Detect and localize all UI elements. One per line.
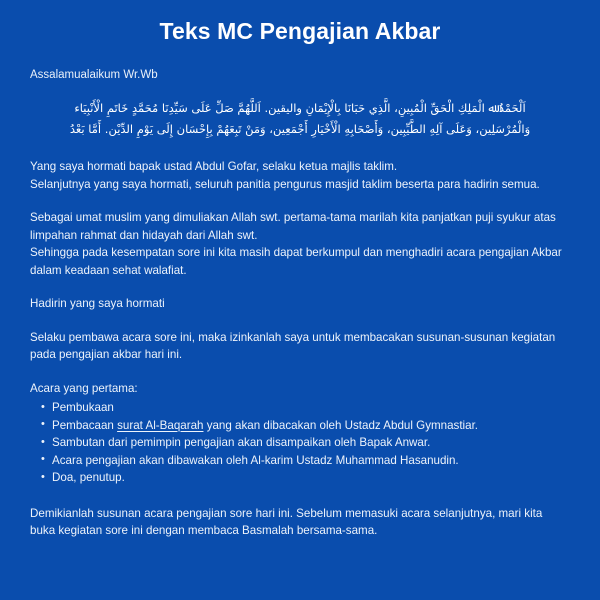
spacer <box>30 193 570 209</box>
list-item <box>30 399 570 417</box>
spacer <box>30 313 570 329</box>
list-item <box>30 452 570 470</box>
arabic-invocation <box>30 98 570 140</box>
list-item <box>30 434 570 452</box>
list-item-text: Pembukaan <box>52 401 114 414</box>
arabic-line-1: اَلْحَمْدُ ﷲ الْمَلِكِ الْحَقِّ الْمُبِينِ، الَّذِي حَبَانَا بِالْإِيْمَانِ واليقين. اَللَّهُمَّ صَلِّ عَلَى سَيِّدِنَا مُحَمَّدٍ خَاتَمِ الْأَنْبِيَاء <box>74 101 526 115</box>
mc-introduction: Selaku pembawa acara sore ini, maka izinkanlah saya untuk membacakan susunan-susunan kegiatan pada pengajian akbar hari ini. <box>30 330 556 361</box>
spacer <box>30 364 570 380</box>
spacer <box>30 279 570 295</box>
arabic-line-2: وَالْمُرْسَلِين، وَعَلَى آلِهِ الطَّيِّبِين، وَأَصْحَابِهِ الْأَخْيَارِ أَجْمَعِين، وَمَنْ تَبِعَهُمْ بِإِحْسَان إِلَى يَوْمِ الدِّيْن. أَمَّا بَعْدُ <box>69 122 531 136</box>
page-title: Teks MC Pengajian Akbar <box>159 18 441 44</box>
greeting-text: Assalamualaikum Wr.Wb <box>30 69 158 81</box>
list-item <box>30 469 570 487</box>
list-item-text: Sambutan dari pemimpin pengajian akan disampaikan oleh Bapak Anwar. <box>52 436 431 449</box>
audience-salutation: Hadirin yang saya hormati <box>30 297 165 310</box>
list-item-prefix: Pembacaan <box>52 418 118 432</box>
praise-line-1: Sebagai umat muslim yang dimuliakan Allah swt. pertama-tama marilah kita panjatkan puji syukur atas limpahan rahmat dan hidayah dari Allah swt. <box>30 211 556 242</box>
honor-line-1: Yang saya hormati bapak ustad Abdul Gofar, selaku ketua majlis taklim. <box>30 160 398 173</box>
closing-paragraph: Demikianlah susunan acara pengajian sore hari ini. Sebelum memasuki acara selanjutnya, mari kita buka kegiatan sore ini dengan membaca Basmalah bersama-sama. <box>30 506 543 537</box>
spacer <box>30 140 570 158</box>
agenda-heading: Acara yang pertama: <box>30 381 138 395</box>
agenda-list <box>30 399 570 487</box>
surat-al-baqarah-link[interactable]: surat Al-Baqarah <box>117 418 204 432</box>
praise-line-2: Sehingga pada kesempatan sore ini kita masih dapat berkumpul dan menghadiri acara pengajian Akbar dalam keadaan sehat walafiat. <box>30 246 562 277</box>
honor-line-2: Selanjutnya yang saya hormati, seluruh panitia pengurus masjid taklim beserta para hadirin semua. <box>30 177 540 191</box>
list-item-suffix: yang akan dibacakan oleh Ustadz Abdul Gymnastiar. <box>203 418 479 432</box>
list-item-text: Acara pengajian akan dibawakan oleh Al-karim Ustadz Muhammad Hasanudin. <box>52 453 459 467</box>
spacer <box>30 487 570 505</box>
list-item-text: Doa, penutup. <box>52 471 125 484</box>
list-item <box>30 417 570 435</box>
